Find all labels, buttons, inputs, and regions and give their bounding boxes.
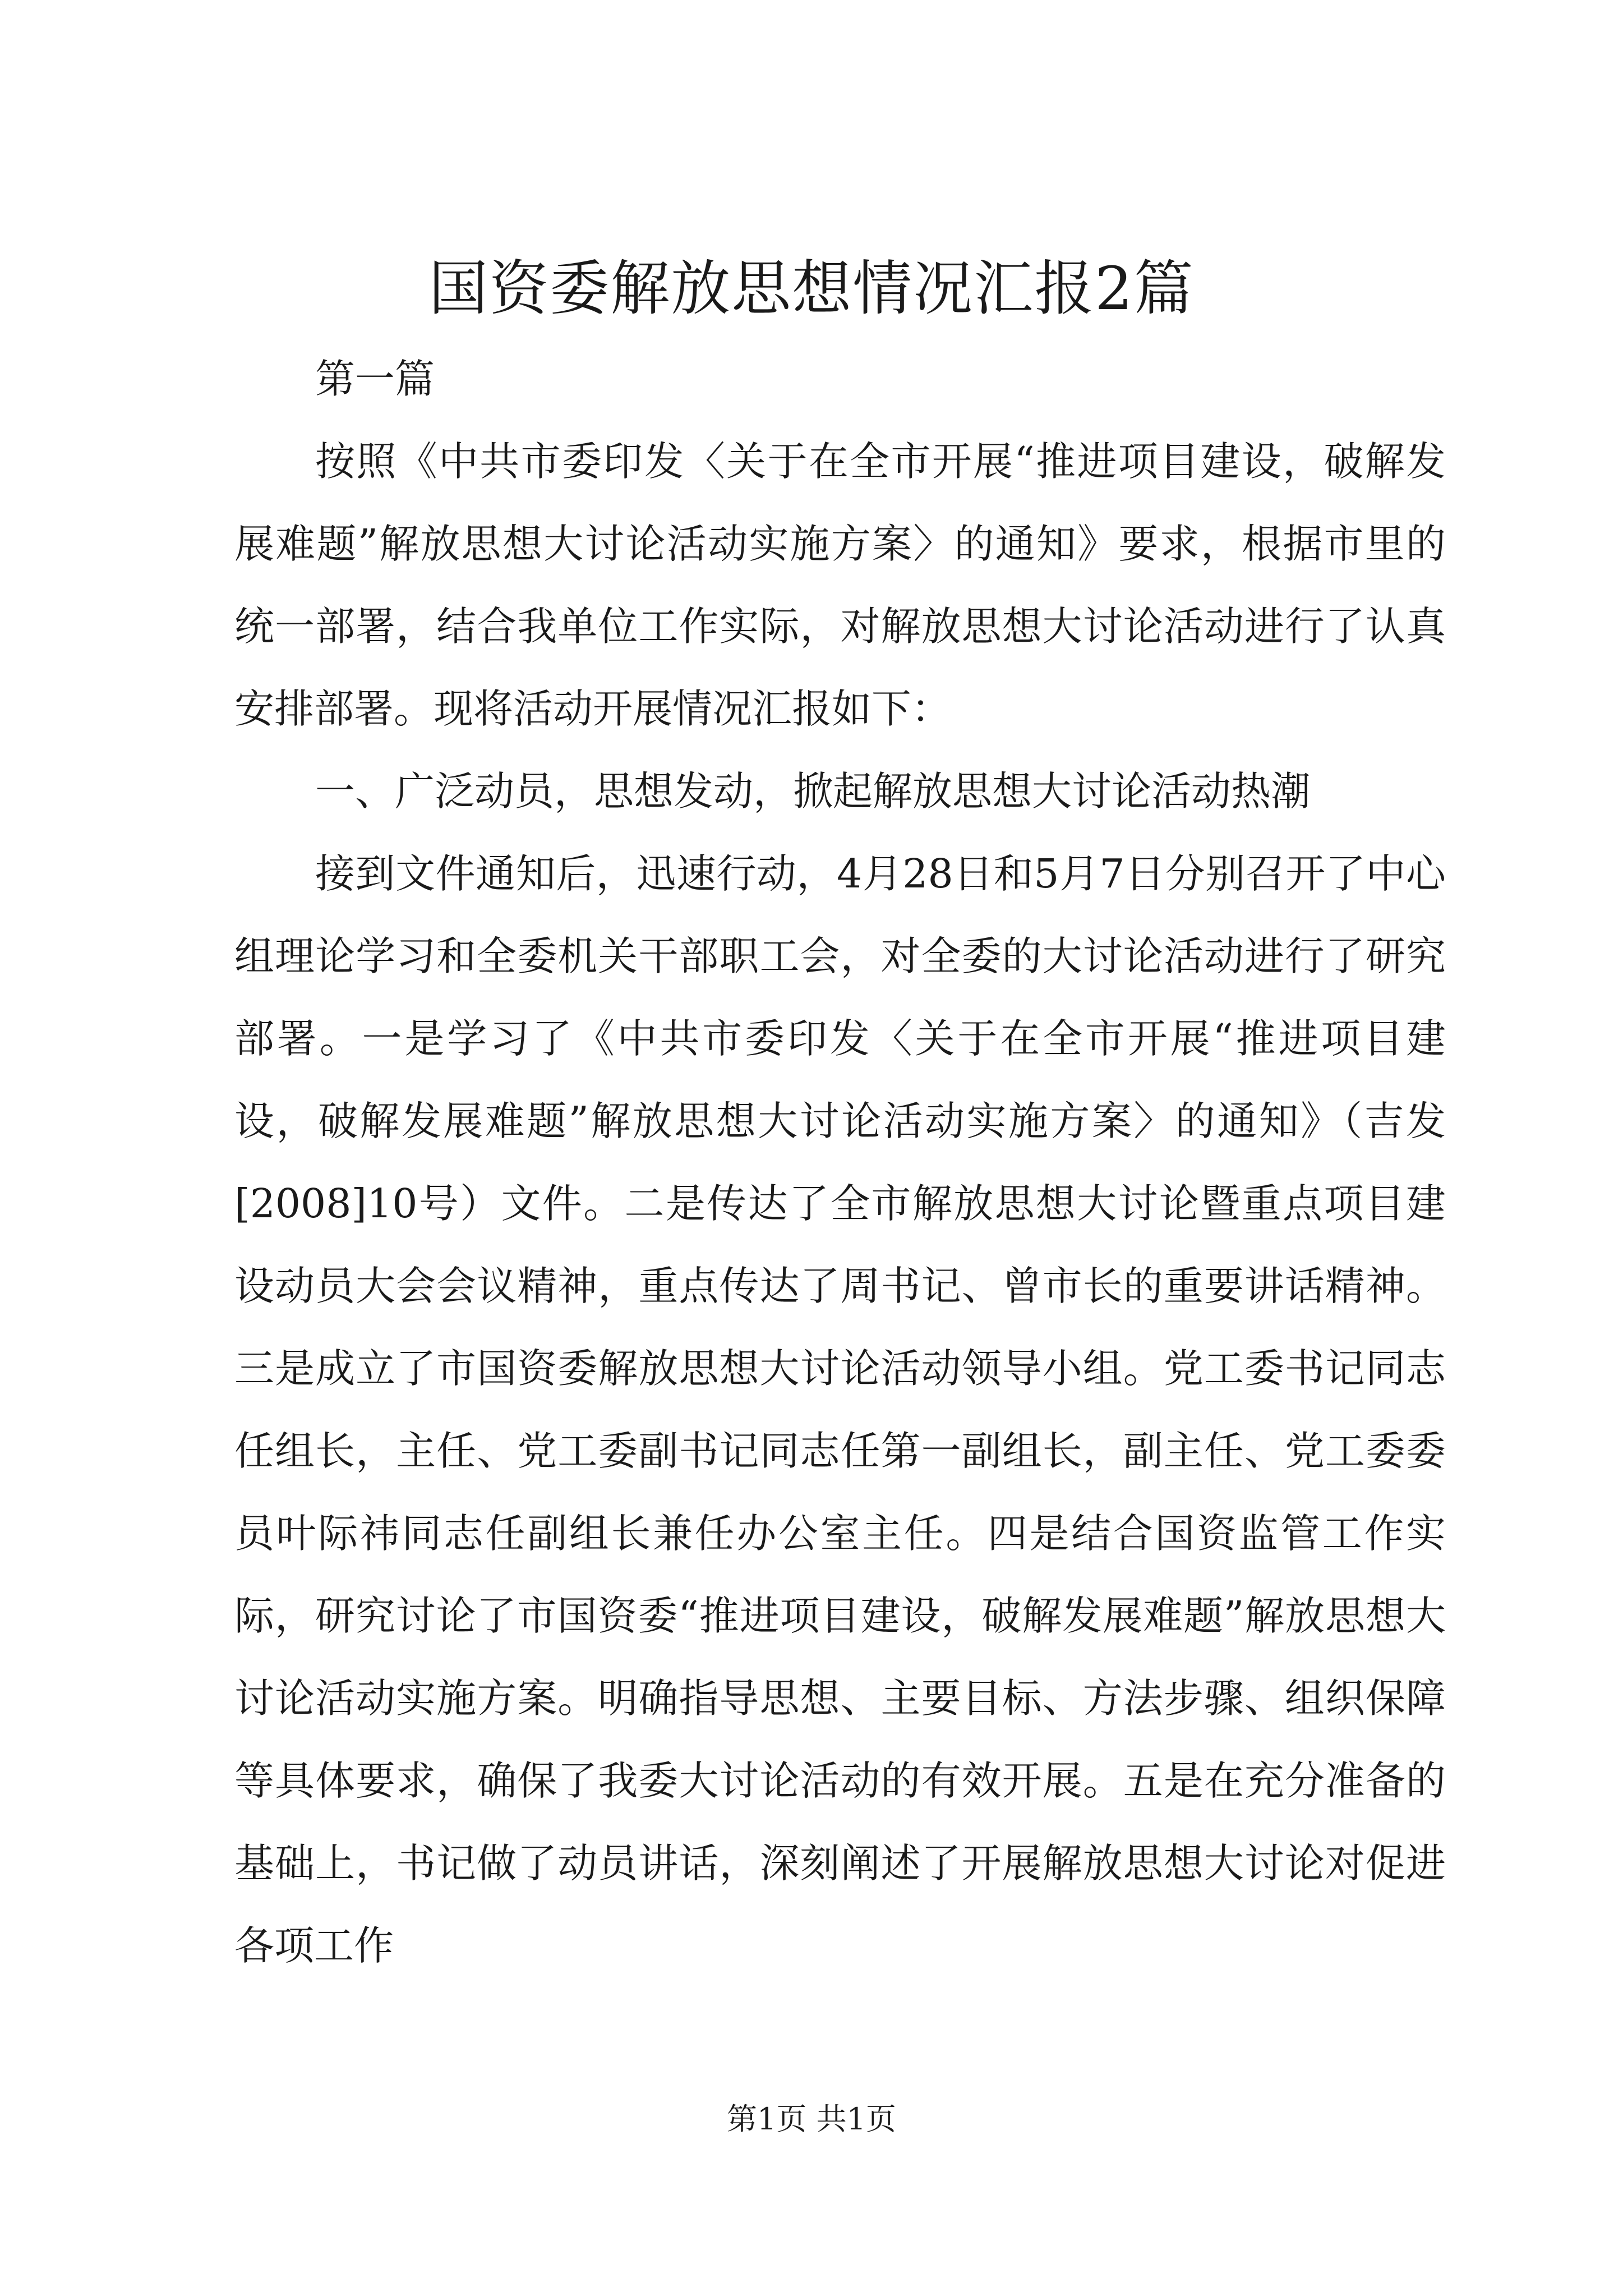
section-heading: 第一篇 <box>315 356 435 402</box>
body-paragraph: 接到文件通知后，迅速行动，4月28日和5月7日分别召开了中心组理论学习和全委机关干部职工会，对全委的大讨论活动进行了研究部署。一是学习了《中共市委印发〈关于在全市开展“推进项目建设，破解发展难题”解放思想大讨论活动实施方案〉的通知》（吉发[2008]10号）文件。二是传达了全市解放思想大讨论暨重点项目建设动员大会会议精神，重点传达了周书记、曾市长的重要讲话精神。三是成立了市国资委解放思想大讨论活动领导小组。党工委书记同志任组长，主任、党工委副书记同志任第一副组长，副主任、党工委委员叶际祎同志任副组长兼任办公室主任。四是结合国资监管工作实际，研究讨论了市国资委“推进项目建设，破解发展难题”解放思想大讨论活动实施方案。明确指导思想、主要目标、方法步骤、组织保障等具体要求，确保了我委大讨论活动的有效开展。五是在充分准备的基础上，书记做了动员讲话，深刻阐述了开展解放思想大讨论对促进各项工作 <box>234 850 1446 1969</box>
document-body <box>234 338 1446 1987</box>
document-title: 国资委解放思想情况汇报2篇 <box>428 254 1195 323</box>
body-paragraph: 按照《中共市委印发〈关于在全市开展“推进项目建设，破解发展难题”解放思想大讨论活动实施方案〉的通知》要求，根据市里的统一部署，结合我单位工作实际，对解放思想大讨论活动进行了认真安排部署。现将活动开展情况汇报如下： <box>234 438 1446 732</box>
subsection-heading: 一、广泛动员，思想发动，掀起解放思想大讨论活动热潮 <box>315 768 1311 815</box>
page-footer: 第1页 共1页 <box>727 2101 896 2137</box>
